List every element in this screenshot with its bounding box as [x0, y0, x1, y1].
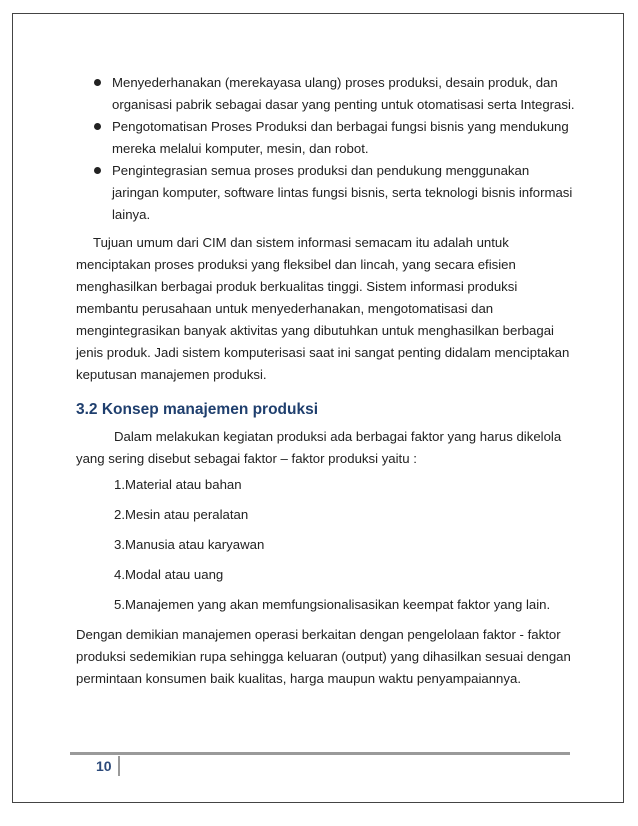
page-number-divider [118, 756, 120, 776]
list-item: 2.Mesin atau peralatan [114, 507, 249, 522]
list-item: 4.Modal atau uang [114, 567, 224, 582]
paragraph-text: Tujuan umum dari CIM dan sistem informasi semacam itu adalah untuk menciptakan proses produksi yang fleksibel dan lincah, yang secara efisien menghasilkan berbagai produk berkualitas tinggi. Sistem informasi produksi membantu perusahaan untuk menyederhanakan, mengotomatisasi dan mengintegrasikan banyak aktivitas yang dibutuhkan untuk menghasilkan berbagai jenis produk. Jadi sistem komputerisasi saat ini sangat penting didalam menciptakan keputusan manajemen produksi. [76, 235, 570, 382]
intro-paragraph: Dalam melakukan kegiatan produksi ada berbagai faktor yang harus dikelola yang sering disebut sebagai faktor – faktor produksi yaitu : [76, 429, 562, 466]
closing-paragraph: Dengan demikian manajemen operasi berkaitan dengan pengelolaan faktor - faktor produksi sedemikian rupa sehingga keluaran (output) yang dihasilkan sesuai dengan permintaan konsumen baik kualitas, harga maupun waktu penyampaiannya. [76, 627, 571, 686]
footer-divider [70, 752, 570, 755]
bullet-icon [94, 79, 101, 86]
list-item: 3.Manusia atau karyawan [114, 537, 265, 552]
section-heading: 3.2 Konsep manajemen produksi [76, 401, 319, 418]
bullet-list [76, 72, 576, 226]
bullet-text: Pengotomatisan Proses Produksi dan berbagai fungsi bisnis yang mendukung mereka melalui komputer, mesin, dan robot. [112, 119, 569, 156]
bullet-text: Pengintegrasian semua proses produksi dan pendukung menggunakan jaringan komputer, software lintas fungsi bisnis, serta teknologi bisnis informasi lainya. [112, 163, 573, 222]
factor-list [76, 474, 576, 616]
list-item: 5.Manajemen yang akan memfungsionalisasikan keempat faktor yang lain. [114, 597, 551, 612]
list-item [76, 160, 576, 226]
body-paragraph [76, 232, 576, 386]
page-number: 10 [96, 758, 112, 774]
list-item [76, 116, 576, 160]
bullet-icon [94, 167, 101, 174]
bullet-text: Menyederhanakan (merekayasa ulang) proses produksi, desain produk, dan organisasi pabrik sebagai dasar yang penting untuk otomatisasi serta Integrasi. [112, 75, 575, 112]
list-item: 1.Material atau bahan [114, 477, 242, 492]
list-item [76, 72, 576, 116]
document-body [76, 72, 576, 690]
bullet-icon [94, 123, 101, 130]
